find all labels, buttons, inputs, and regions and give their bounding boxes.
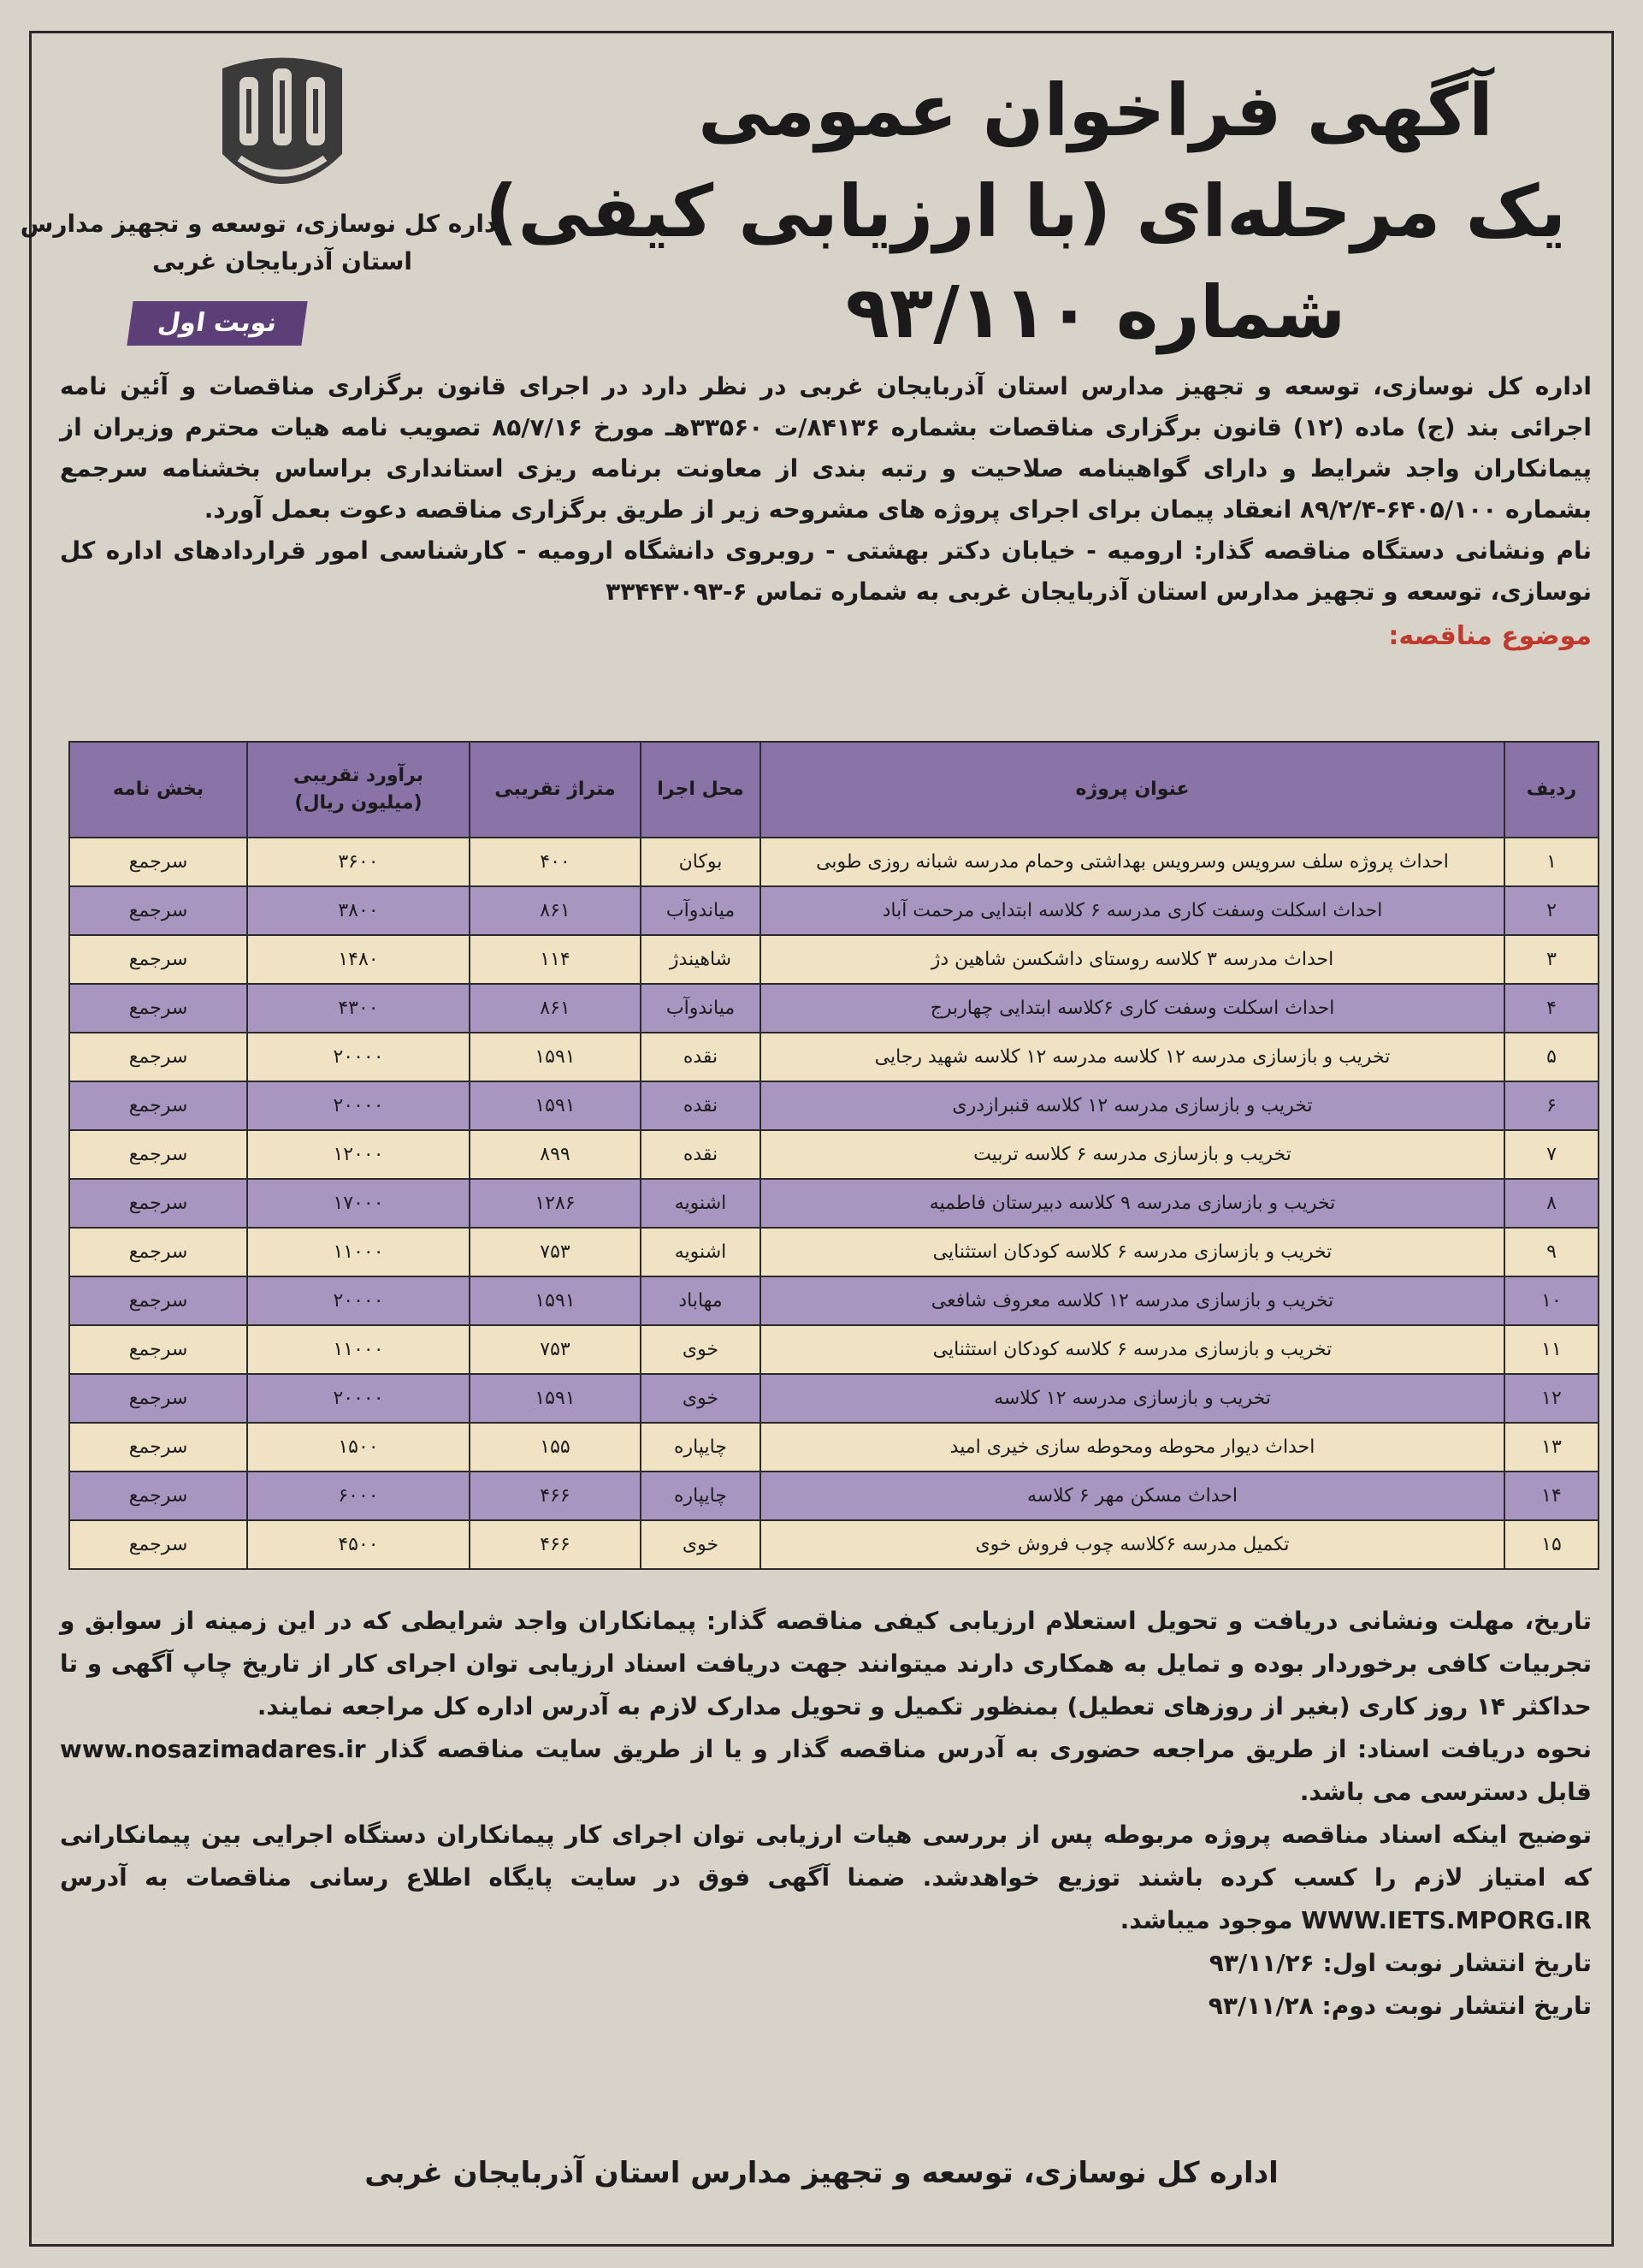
cell-row-number: ۱۵ <box>1504 1520 1599 1569</box>
header-estimate <box>247 742 470 838</box>
cell-area: ۷۵۳ <box>470 1228 641 1276</box>
cell-row-number: ۹ <box>1504 1228 1599 1276</box>
tender-website-link[interactable]: www.nosazimadares.ir <box>60 1735 366 1763</box>
header-project-title: عنوان پروژه <box>760 742 1504 838</box>
cell-row-number: ۱۱ <box>1504 1325 1599 1374</box>
cell-location: میاندوآب <box>641 984 760 1033</box>
cell-directive: سرجمع <box>69 886 247 935</box>
cell-location: چایپاره <box>641 1472 760 1520</box>
table-row <box>69 1081 1599 1130</box>
cell-row-number: ۱۰ <box>1504 1276 1599 1325</box>
cell-area: ۸۶۱ <box>470 984 641 1033</box>
document-retrieval-text: نحوه دریافت اسناد: از طریق مراجعه حضوری به آدرس مناقصه گذار و یا از طریق سایت مناقصه گذار <box>376 1735 1592 1763</box>
table-header-row <box>69 742 1599 838</box>
title-line-3: شماره ۹۳/۱۱۰ <box>845 270 1346 354</box>
outro-paragraph-2 <box>60 1728 1592 1814</box>
cell-location: خوی <box>641 1520 760 1569</box>
cell-location: نقده <box>641 1130 760 1179</box>
cell-area: ۷۵۳ <box>470 1325 641 1374</box>
outro-paragraph-3 <box>60 1814 1592 1942</box>
cell-project-title: تخریب و بازسازی مدرسه ۱۲ کلاسه <box>760 1374 1504 1423</box>
cell-location: نقده <box>641 1081 760 1130</box>
cell-estimate: ۲۰۰۰۰ <box>247 1374 470 1423</box>
cell-area: ۴۰۰ <box>470 838 641 886</box>
cell-directive: سرجمع <box>69 1081 247 1130</box>
cell-estimate: ۱۴۸۰ <box>247 935 470 984</box>
cell-estimate: ۱۱۰۰۰ <box>247 1325 470 1374</box>
table-row <box>69 1033 1599 1081</box>
cell-project-title: احداث مسکن مهر ۶ کلاسه <box>760 1472 1504 1520</box>
cell-row-number: ۱۲ <box>1504 1374 1599 1423</box>
cell-project-title: احداث مدرسه ۳ کلاسه روستای داشکسن شاهین دژ <box>760 935 1504 984</box>
cell-area: ۱۱۴ <box>470 935 641 984</box>
cell-area: ۱۵۹۱ <box>470 1374 641 1423</box>
distribution-tail: موجود میباشد. <box>1120 1906 1293 1934</box>
cell-row-number: ۸ <box>1504 1179 1599 1228</box>
cell-estimate: ۲۰۰۰۰ <box>247 1276 470 1325</box>
cell-location: خوی <box>641 1325 760 1374</box>
publish-date-first: تاریخ انتشار نوبت اول: ۹۳/۱۱/۲۶ <box>1209 1949 1592 1977</box>
header-area: متراژ تقریبی <box>470 742 641 838</box>
cell-area: ۱۲۸۶ <box>470 1179 641 1228</box>
cell-area: ۱۵۹۱ <box>470 1033 641 1081</box>
table-row <box>69 1325 1599 1374</box>
cell-location: شاهیندژ <box>641 935 760 984</box>
header-row-number: ردیف <box>1504 742 1599 838</box>
table-row <box>69 1228 1599 1276</box>
turn-badge: نوبت اول <box>127 301 307 346</box>
cell-location: نقده <box>641 1033 760 1081</box>
cell-estimate: ۲۰۰۰۰ <box>247 1081 470 1130</box>
cell-project-title: تخریب و بازسازی مدرسه ۱۲ کلاسه مدرسه ۱۲ کلاسه شهید رجایی <box>760 1033 1504 1081</box>
cell-area: ۸۶۱ <box>470 886 641 935</box>
header-location: محل اجرا <box>641 742 760 838</box>
organization-logo-icon <box>214 51 351 205</box>
table-row <box>69 838 1599 886</box>
cell-estimate: ۲۰۰۰۰ <box>247 1033 470 1081</box>
table-row <box>69 935 1599 984</box>
table-row <box>69 984 1599 1033</box>
cell-directive: سرجمع <box>69 1130 247 1179</box>
cell-project-title: تخریب و بازسازی مدرسه ۶ کلاسه تربیت <box>760 1130 1504 1179</box>
cell-directive: سرجمع <box>69 1520 247 1569</box>
cell-directive: سرجمع <box>69 984 247 1033</box>
cell-project-title: تخریب و بازسازی مدرسه ۶ کلاسه کودکان استثنایی <box>760 1228 1504 1276</box>
cell-directive: سرجمع <box>69 1179 247 1228</box>
outro-paragraph-1: تاریخ، مهلت ونشانی دریافت و تحویل استعلام ارزیابی کیفی مناقصه گذار: پیمانکاران واجد شرایطی که در این زمینه از سوابق و تجربیات کافی برخوردار بوده و تمایل به همکاری دارند میتوانند جهت دریافت اسناد ارزیابی توان اجرای کار از تاریخ چاپ آگهی و تا حداکثر ۱۴ روز کاری (بغیر از روزهای تعطیل) بمنظور تکمیل و تحویل مدارک لازم به آدرس اداره کل مراجعه نمایند. <box>60 1607 1592 1720</box>
cell-estimate: ۳۶۰۰ <box>247 838 470 886</box>
cell-project-title: تخریب و بازسازی مدرسه ۶ کلاسه کودکان استثنایی <box>760 1325 1504 1374</box>
cell-project-title: تخریب و بازسازی مدرسه ۱۲ کلاسه قنبرازدری <box>760 1081 1504 1130</box>
organization-name-line1: اداره کل نوسازی، توسعه و تجهیز مدارس <box>20 210 505 238</box>
cell-row-number: ۵ <box>1504 1033 1599 1081</box>
header-estimate-line1: برآورد تقریبی <box>293 765 424 786</box>
iets-website-link[interactable]: WWW.IETS.MPORG.IR <box>1301 1906 1592 1934</box>
cell-estimate: ۴۳۰۰ <box>247 984 470 1033</box>
cell-project-title: تخریب و بازسازی مدرسه ۹ کلاسه دبیرستان فاطمیه <box>760 1179 1504 1228</box>
outro-text <box>60 1600 1592 2028</box>
cell-directive: سرجمع <box>69 1325 247 1374</box>
cell-project-title: احداث دیوار محوطه ومحوطه سازی خیری امید <box>760 1423 1504 1472</box>
cell-project-title: تکمیل مدرسه ۶کلاسه چوب فروش خوی <box>760 1520 1504 1569</box>
document-retrieval-tail: قابل دسترسی می باشد. <box>1299 1778 1592 1806</box>
cell-estimate: ۱۲۰۰۰ <box>247 1130 470 1179</box>
notice-title <box>485 60 1566 363</box>
cell-directive: سرجمع <box>69 935 247 984</box>
cell-area: ۱۵۹۱ <box>470 1081 641 1130</box>
header-estimate-line2: (میلیون ریال) <box>294 792 423 814</box>
cell-directive: سرجمع <box>69 838 247 886</box>
organization-name-line2: استان آذربایجان غربی <box>151 247 413 275</box>
cell-area: ۸۹۹ <box>470 1130 641 1179</box>
cell-area: ۱۵۹۱ <box>470 1276 641 1325</box>
cell-row-number: ۲ <box>1504 886 1599 935</box>
cell-location: چایپاره <box>641 1423 760 1472</box>
cell-location: خوی <box>641 1374 760 1423</box>
cell-row-number: ۶ <box>1504 1081 1599 1130</box>
table-row <box>69 1130 1599 1179</box>
cell-project-title: احداث اسکلت وسفت کاری مدرسه ۶ کلاسه ابتدایی مرحمت آباد <box>760 886 1504 935</box>
cell-estimate: ۴۵۰۰ <box>247 1520 470 1569</box>
cell-estimate: ۳۸۰۰ <box>247 886 470 935</box>
title-line-2: یک مرحله‌ای (با ارزیابی کیفی) <box>485 169 1566 253</box>
table-row <box>69 1423 1599 1472</box>
table-row <box>69 1472 1599 1520</box>
publish-date-second: تاریخ انتشار نوبت دوم: ۹۳/۱۱/۲۸ <box>1208 1992 1592 2020</box>
cell-estimate: ۶۰۰۰ <box>247 1472 470 1520</box>
footer-organization: اداره کل نوسازی، توسعه و تجهیز مدارس استان آذربایجان غربی <box>364 2156 1279 2190</box>
cell-area: ۴۶۶ <box>470 1472 641 1520</box>
cell-directive: سرجمع <box>69 1033 247 1081</box>
table-row <box>69 886 1599 935</box>
subject-label: موضوع مناقصه: <box>1388 621 1592 651</box>
distribution-text: توضیح اینکه اسناد مناقصه پروژه مربوطه پس از بررسی هیات ارزیابی توان اجرای کار پیمانکاران دستگاه اجرایی بین پیمانکارانی که امتیاز لازم را کسب کرده باشند توزیع خواهدشد. ضمنا آگهی فوق در سایت پایگاه اطلاع رسانی مناقصات به آدرس <box>60 1821 1592 1892</box>
cell-location: بوکان <box>641 838 760 886</box>
table-row <box>69 1276 1599 1325</box>
table-row <box>69 1179 1599 1228</box>
cell-row-number: ۳ <box>1504 935 1599 984</box>
header-directive: بخش نامه <box>69 742 247 838</box>
cell-row-number: ۷ <box>1504 1130 1599 1179</box>
cell-estimate: ۱۷۰۰۰ <box>247 1179 470 1228</box>
cell-row-number: ۴ <box>1504 984 1599 1033</box>
projects-table <box>68 741 1599 1570</box>
cell-row-number: ۱ <box>1504 838 1599 886</box>
cell-area: ۱۵۵ <box>470 1423 641 1472</box>
title-line-1: آگهی فراخوان عمومی <box>698 68 1493 152</box>
table-row <box>69 1374 1599 1423</box>
cell-project-title: احداث اسکلت وسفت کاری ۶کلاسه ابتدایی چهاربرج <box>760 984 1504 1033</box>
cell-location: اشنویه <box>641 1179 760 1228</box>
cell-project-title: تخریب و بازسازی مدرسه ۱۲ کلاسه معروف شافعی <box>760 1276 1504 1325</box>
cell-directive: سرجمع <box>69 1472 247 1520</box>
cell-directive: سرجمع <box>69 1276 247 1325</box>
intro-paragraph-1: اداره کل نوسازی، توسعه و تجهیز مدارس استان آذربایجان غربی در نظر دارد در اجرای قانون برگزاری مناقصات و آئین نامه اجرائی بند (ج) ماده (۱۲) قانون برگزاری مناقصات بشماره ۸۴۱۳۶/ت ۳۳۵۶۰هـ مورخ ۸۵/۷/۱۶ تصویب نامه هیات محترم وزیران از پیمانکاران واجد شرایط و دارای گواهینامه صلاحیت و رتبه بندی از معاونت برنامه ریزی استانداری براساس بخشنامه سرجمع بشماره ۶۴۰۵/۱۰۰-۸۹/۲/۴ انعقاد پیمان برای اجرای پروژه های مشروحه زیر از طریق برگزاری مناقصه دعوت بعمل آورد. <box>60 372 1592 524</box>
cell-project-title: احداث پروژه سلف سرویس وسرویس بهداشتی وحمام مدرسه شبانه روزی طوبی <box>760 838 1504 886</box>
cell-estimate: ۱۱۰۰۰ <box>247 1228 470 1276</box>
cell-directive: سرجمع <box>69 1228 247 1276</box>
intro-text <box>60 366 1592 657</box>
cell-row-number: ۱۴ <box>1504 1472 1599 1520</box>
table-row <box>69 1520 1599 1569</box>
cell-row-number: ۱۳ <box>1504 1423 1599 1472</box>
cell-location: اشنویه <box>641 1228 760 1276</box>
cell-area: ۴۶۶ <box>470 1520 641 1569</box>
cell-location: مهاباد <box>641 1276 760 1325</box>
cell-location: میاندوآب <box>641 886 760 935</box>
cell-directive: سرجمع <box>69 1374 247 1423</box>
cell-directive: سرجمع <box>69 1423 247 1472</box>
intro-paragraph-2: نام ونشانی دستگاه مناقصه گذار: ارومیه - خیابان دکتر بهشتی - روبروی دانشگاه ارومیه - کارشناسی امور قراردادهای اداره کل نوسازی، توسعه و تجهیز مدارس استان آذربایجان غربی به شماره تماس ۶-۳۳۴۴۳۰۹۳ <box>60 536 1592 606</box>
cell-estimate: ۱۵۰۰ <box>247 1423 470 1472</box>
